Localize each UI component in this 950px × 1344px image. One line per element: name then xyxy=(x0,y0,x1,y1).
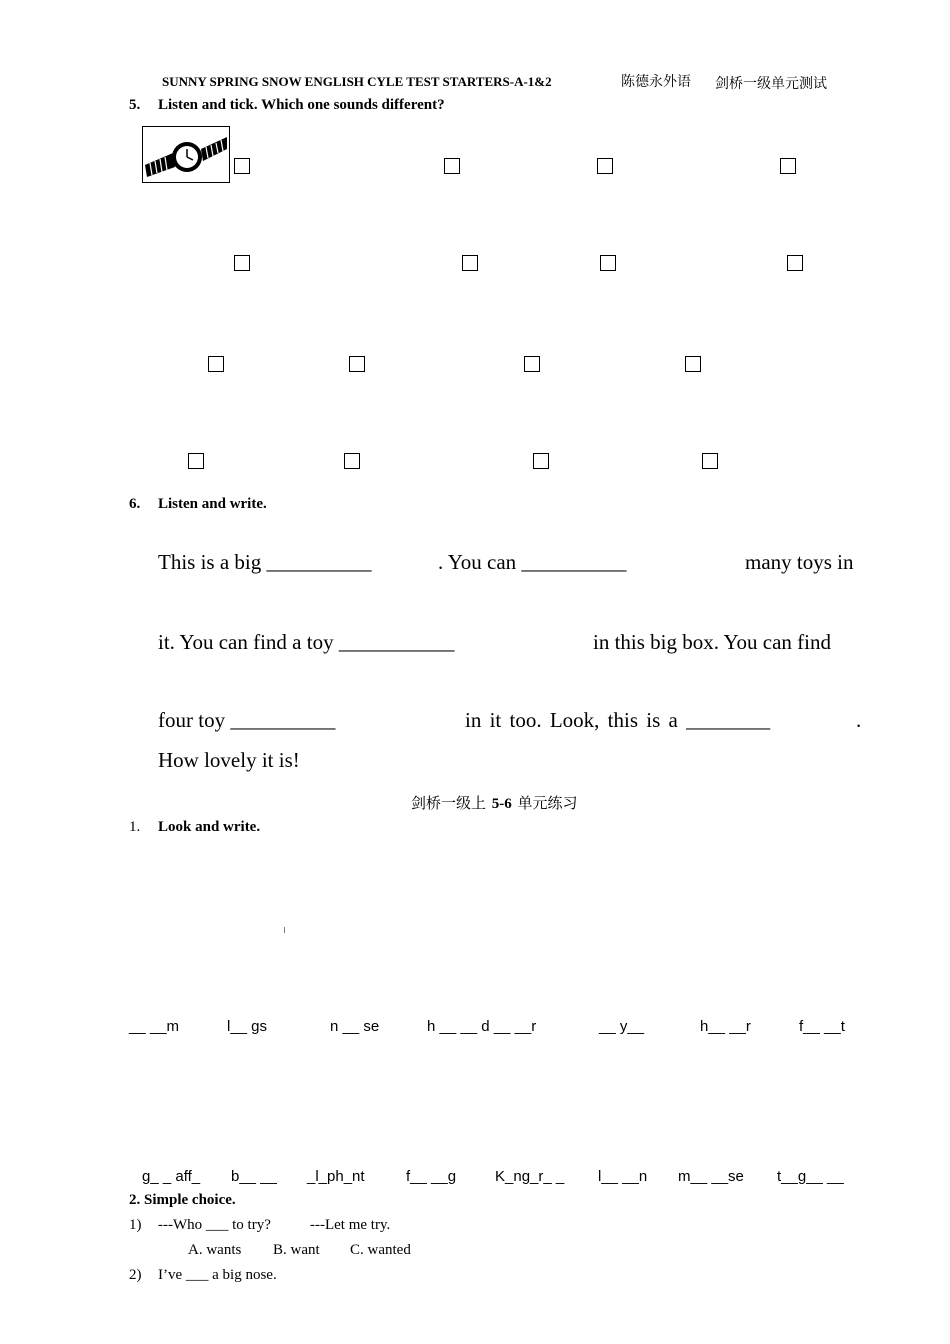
word-blank: t__g__ __ xyxy=(777,1168,844,1185)
tick-box[interactable] xyxy=(344,453,360,469)
q6-title: Listen and write. xyxy=(158,496,267,512)
s2-q1-option-b: B. want xyxy=(273,1242,320,1258)
q6-line3-b: in it too. Look, this is a ________ xyxy=(465,708,771,732)
word-blank: b__ __ xyxy=(231,1168,277,1185)
tick-box[interactable] xyxy=(600,255,616,271)
word-blank: n __ se xyxy=(330,1018,380,1035)
s2-q2-num: 2) xyxy=(129,1267,142,1283)
s1-title: Look and write. xyxy=(158,819,261,835)
word-blank: _l_ph_nt xyxy=(307,1168,365,1185)
section2-title-cn: 剑桥一级上 xyxy=(411,796,487,812)
s2-title: 2. Simple choice. xyxy=(129,1192,236,1208)
tick-box[interactable] xyxy=(787,255,803,271)
small-mark xyxy=(284,927,285,933)
word-blank: l__ __n xyxy=(598,1168,648,1185)
tick-box[interactable] xyxy=(208,356,224,372)
word-blank: f__ __t xyxy=(799,1018,845,1035)
tick-box[interactable] xyxy=(234,158,250,174)
watch-picture xyxy=(142,126,230,183)
q6-line4: How lovely it is! xyxy=(158,748,300,772)
s2-q1-num: 1) xyxy=(129,1217,142,1233)
q6-line3-a: four toy __________ xyxy=(158,708,336,732)
q6-line1-a: This is a big __________ xyxy=(158,550,372,574)
section2-title-cn2: 单元练习 xyxy=(517,796,578,812)
s1-number: 1. xyxy=(129,819,141,835)
word-blank: __ __m xyxy=(129,1018,180,1035)
word-blank: h __ __ d __ __r xyxy=(427,1018,537,1035)
tick-box[interactable] xyxy=(188,453,204,469)
q6-line1-c: many toys in xyxy=(745,550,854,574)
word-blank: __ y__ xyxy=(599,1018,645,1035)
tick-box[interactable] xyxy=(685,356,701,372)
word-blank: f__ __g xyxy=(406,1168,457,1185)
tick-box[interactable] xyxy=(702,453,718,469)
word-blank: m__ __se xyxy=(678,1168,744,1185)
section2-title-num: 5-6 xyxy=(491,796,512,812)
tick-box[interactable] xyxy=(533,453,549,469)
tick-box[interactable] xyxy=(524,356,540,372)
word-blank: K_ng_r_ _ xyxy=(495,1168,565,1185)
header-title: SUNNY SPRING SNOW ENGLISH CYLE TEST STARTERS-A-1&2 xyxy=(162,74,552,89)
watch-icon xyxy=(143,127,229,182)
s2-q1-answer: ---Let me try. xyxy=(310,1217,391,1233)
word-blank: l__ gs xyxy=(227,1018,268,1035)
word-blank: g_ _ aff_ xyxy=(142,1168,201,1185)
s2-q1-text: ---Who ___ to try? xyxy=(158,1217,271,1233)
q5-title: Listen and tick. Which one sounds different? xyxy=(158,97,445,113)
q6-line1-b: . You can __________ xyxy=(438,550,627,574)
s2-q2-text: I’ve ___ a big nose. xyxy=(158,1267,277,1283)
header-school: 陈德永外语 xyxy=(621,75,691,90)
q6-line2-b: in this big box. You can find xyxy=(593,630,832,654)
q5-number: 5. xyxy=(129,97,141,113)
s2-q1-option-c: C. wanted xyxy=(350,1242,411,1258)
tick-box[interactable] xyxy=(349,356,365,372)
header-test-name: 剑桥一级单元测试 xyxy=(715,77,827,92)
tick-box[interactable] xyxy=(234,255,250,271)
word-blank: h__ __r xyxy=(700,1018,751,1035)
tick-box[interactable] xyxy=(462,255,478,271)
tick-box[interactable] xyxy=(444,158,460,174)
s2-q1-option-a: A. wants xyxy=(188,1242,242,1258)
tick-box[interactable] xyxy=(597,158,613,174)
q6-line3-c: . xyxy=(856,708,862,732)
q6-line2-a: it. You can find a toy ___________ xyxy=(158,630,455,654)
tick-box[interactable] xyxy=(780,158,796,174)
q6-number: 6. xyxy=(129,496,141,512)
